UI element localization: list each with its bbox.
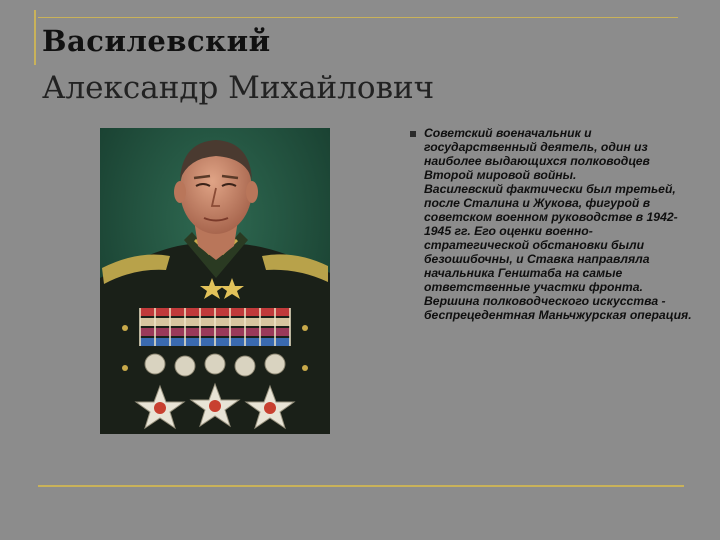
portrait-illustration (100, 128, 330, 434)
frame-left-line (34, 10, 36, 65)
frame-bottom-line (38, 485, 684, 487)
bullet-icon (410, 131, 416, 137)
biography-text (424, 126, 692, 322)
bio-paragraph-1: Советский военачальник и государственный деятель, один из наиболее выдающихся полководцев Второй мировой войны. (424, 126, 650, 182)
slide-title-name: Александр Михайлович (42, 70, 435, 106)
bio-paragraph-2: Василевский фактически был третьей, после Сталина и Жукова, фигурой в советском военном руководстве в 1942-1945 гг. Его оценки военно-стратегической обстановки были безошибочны, и Ставка направляла начальника Генштаба на самые ответственные участки фронта. Вершина полководческого искусства - беспрецедентная Маньчжурская операция. (424, 182, 692, 322)
portrait-image (100, 128, 330, 434)
frame-top-line (38, 17, 678, 18)
slide-title-surname: Василевский (42, 24, 271, 58)
